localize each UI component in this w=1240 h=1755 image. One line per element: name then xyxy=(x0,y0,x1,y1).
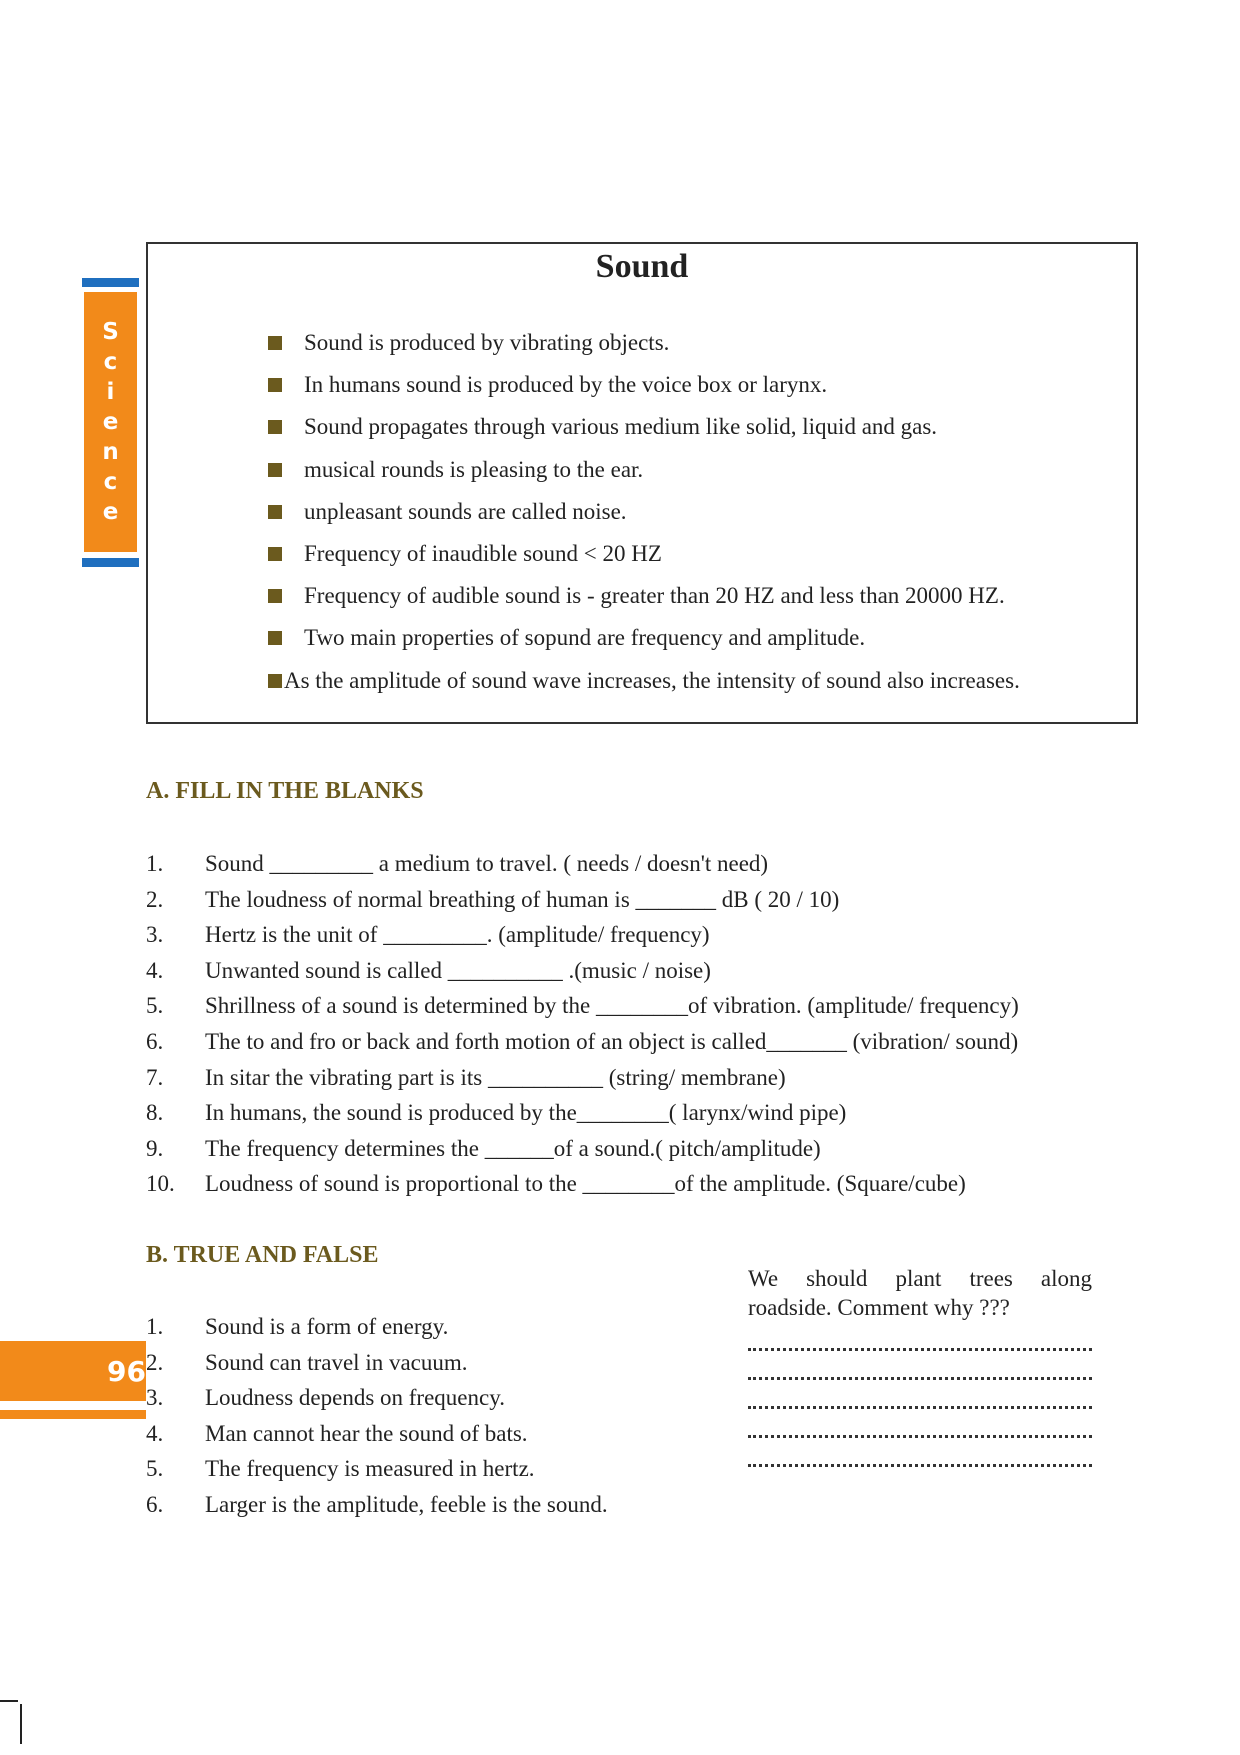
answer-line xyxy=(748,1380,1092,1409)
list-item: 1. Sound _________ a medium to travel. ( needs / doesn't need) xyxy=(146,851,769,876)
square-bullet-icon xyxy=(268,547,282,561)
side-tab-letter: i xyxy=(106,379,115,405)
summary-title: Sound xyxy=(595,248,689,285)
square-bullet-icon xyxy=(268,674,282,688)
side-tab-letter: e xyxy=(102,499,119,525)
fill-blanks-list xyxy=(146,846,1019,1202)
answer-line xyxy=(748,1351,1092,1380)
answer-line xyxy=(748,1409,1092,1438)
side-tab-science xyxy=(84,292,137,552)
page-number: 96 xyxy=(107,1355,146,1388)
square-bullet-icon xyxy=(268,631,282,645)
list-item: 3. Loudness depends on frequency. xyxy=(146,1385,505,1411)
comment-prompt-line2: roadside. Comment why ??? xyxy=(748,1295,1010,1320)
summary-box xyxy=(146,242,1138,724)
list-item: 8. In humans, the sound is produced by the________( larynx/wind pipe) xyxy=(146,1100,847,1126)
square-bullet-icon xyxy=(268,378,282,392)
crop-mark xyxy=(20,1704,22,1744)
side-tab-letter: e xyxy=(102,409,119,435)
list-item: 9. The frequency determines the ______of a sound.( pitch/amplitude) xyxy=(146,1135,821,1161)
comment-box xyxy=(748,1264,1092,1467)
summary-bullet: As the amplitude of sound wave increases, the intensity of sound also increases. xyxy=(268,660,1020,702)
summary-bullet: Sound is produced by vibrating objects. xyxy=(268,322,1020,364)
summary-bullet: Sound propagates through various medium like solid, liquid and gas. xyxy=(268,406,1020,448)
side-tab-letter: S xyxy=(102,319,119,345)
answer-line xyxy=(748,1322,1092,1351)
summary-bullet: Frequency of audible sound is - greater than 20 HZ and less than 20000 HZ. xyxy=(268,575,1020,617)
list-item: 5. The frequency is measured in hertz. xyxy=(146,1456,535,1482)
list-item: 10. Loudness of sound is proportional to the ________of the amplitude. (Square/cube) xyxy=(146,1171,966,1197)
side-tab-letter: c xyxy=(103,349,118,375)
section-a-heading: A. FILL IN THE BLANKS xyxy=(146,778,424,804)
summary-bullet: musical rounds is pleasing to the ear. xyxy=(268,449,1020,491)
list-item: 1. Sound is a form of energy. xyxy=(146,1314,449,1339)
answer-line xyxy=(748,1438,1092,1467)
crop-mark xyxy=(0,1700,18,1702)
list-item: 6. Larger is the amplitude, feeble is the sound. xyxy=(146,1491,608,1517)
list-item: 4. Unwanted sound is called __________ .(music / noise) xyxy=(146,957,711,983)
list-item: 5. Shrillness of a sound is determined by the ________of vibration. (amplitude/ frequency) xyxy=(146,993,1019,1019)
square-bullet-icon xyxy=(268,463,282,477)
list-item: 7. In sitar the vibrating part is its __________ (string/ membrane) xyxy=(146,1064,786,1090)
square-bullet-icon xyxy=(268,336,282,350)
true-false-list xyxy=(146,1309,608,1523)
side-tab-letter: c xyxy=(103,469,118,495)
side-tab-letter: n xyxy=(102,439,119,465)
section-b-heading: B. TRUE AND FALSE xyxy=(146,1242,379,1268)
list-item: 2. The loudness of normal breathing of human is _______ dB ( 20 / 10) xyxy=(146,886,840,912)
summary-bullet: unpleasant sounds are called noise. xyxy=(268,491,1020,533)
summary-bullet-list xyxy=(268,322,1020,702)
list-item: 2. Sound can travel in vacuum. xyxy=(146,1349,468,1375)
list-item: 6. The to and fro or back and forth motion of an object is called_______ (vibration/ sound) xyxy=(146,1028,1019,1054)
list-item: 4. Man cannot hear the sound of bats. xyxy=(146,1420,528,1446)
square-bullet-icon xyxy=(268,420,282,434)
comment-prompt-line1: We should plant trees along xyxy=(748,1266,1092,1291)
summary-bullet: Two main properties of sopund are frequency and amplitude. xyxy=(268,617,1020,659)
summary-bullet: In humans sound is produced by the voice box or larynx. xyxy=(268,364,1020,406)
side-tab-top-bar xyxy=(82,278,139,287)
list-item: 3. Hertz is the unit of _________. (amplitude/ frequency) xyxy=(146,922,710,948)
square-bullet-icon xyxy=(268,589,282,603)
square-bullet-icon xyxy=(268,505,282,519)
side-tab-bottom-bar xyxy=(82,558,139,567)
summary-bullet: Frequency of inaudible sound < 20 HZ xyxy=(268,533,1020,575)
page-number-stripe xyxy=(0,1410,146,1419)
